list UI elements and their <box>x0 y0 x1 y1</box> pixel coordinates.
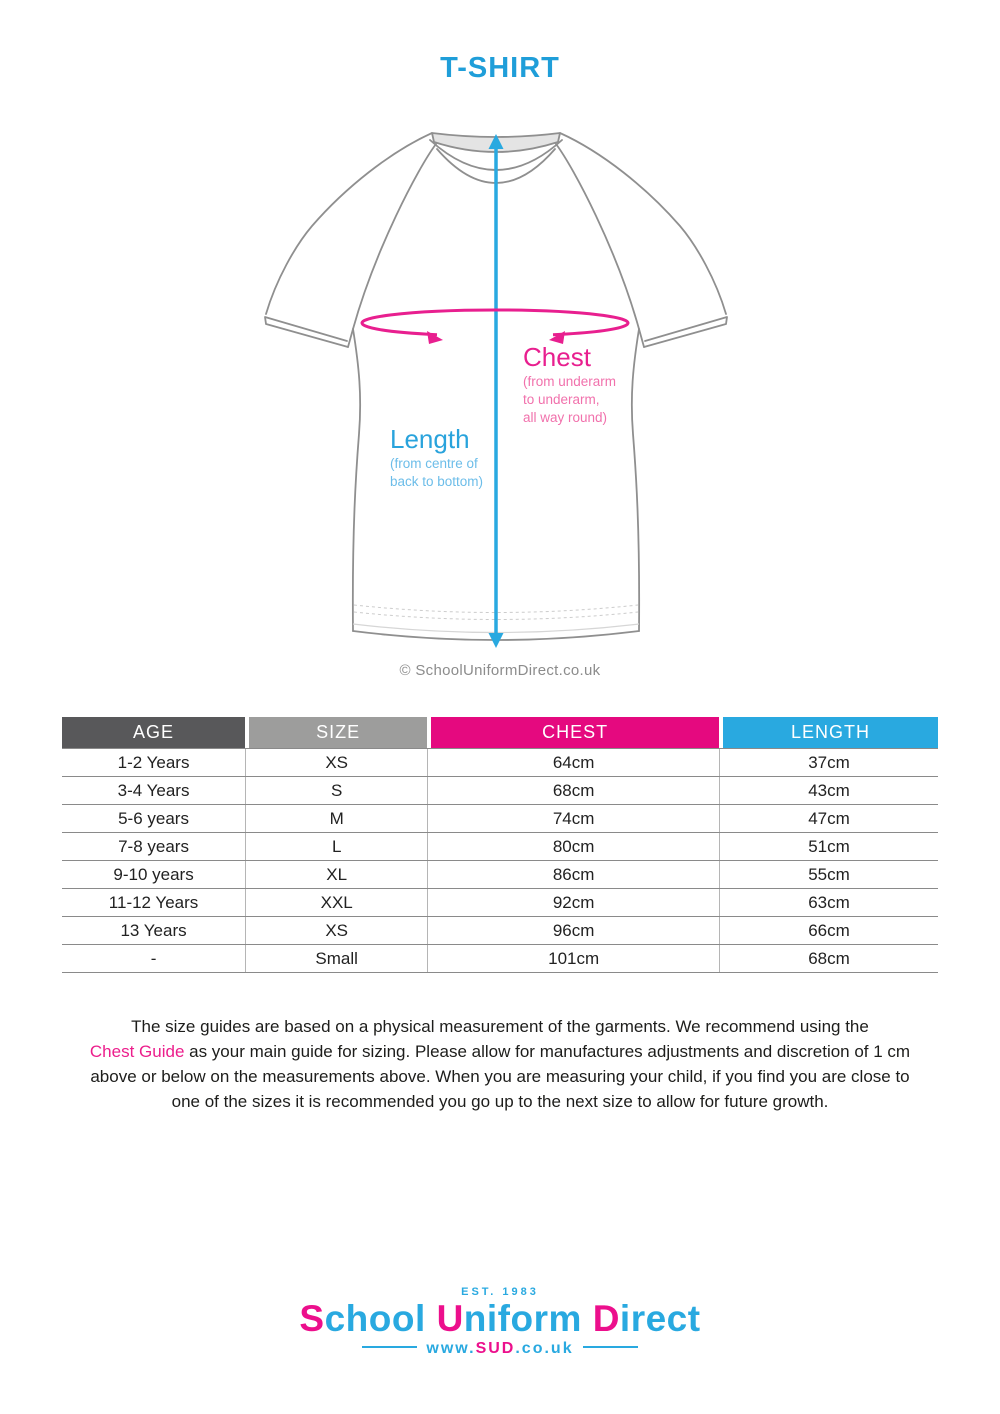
table-cell-length: 37cm <box>719 749 938 776</box>
right-cuff <box>644 317 727 347</box>
table-cell-age: 11-12 Years <box>108 892 199 912</box>
right-underarm-edge <box>639 329 644 347</box>
note-line-2-rest: as your main guide for sizing. Please allow for manufactures adjustments and discretion of 1 cm <box>184 1042 911 1061</box>
left-cuff <box>265 317 348 347</box>
left-raglan-seam <box>353 144 436 329</box>
note-line-1: The size guides are based on a physical measurement of the garments. We recommend using the <box>131 1017 869 1036</box>
table-cell-chest: 92cm <box>427 889 719 916</box>
table-cell-chest: 80cm <box>427 833 719 860</box>
chest-caption-line-2: to underarm, <box>523 392 600 407</box>
table-row <box>62 776 938 804</box>
table-cell-chest: 101cm <box>427 945 719 972</box>
table-cell-length: 47cm <box>719 805 938 832</box>
table-cell-age: 9-10 years <box>113 864 194 884</box>
table-cell-chest: 86cm <box>427 861 719 888</box>
left-dash <box>362 1346 417 1348</box>
table-cell-age: 3-4 Years <box>117 780 190 800</box>
tshirt-diagram <box>240 100 760 660</box>
chest-arrowhead-left <box>427 331 443 344</box>
table-cell-chest: 64cm <box>427 749 719 776</box>
length-label: Length <box>390 424 470 454</box>
body-left-edge <box>353 329 360 631</box>
brand-letter: S <box>299 1298 325 1339</box>
column-header-size: SIZE <box>245 717 427 748</box>
brand-word: irect <box>619 1298 701 1339</box>
table-cell-chest: 96cm <box>427 917 719 944</box>
right-dash <box>583 1346 638 1348</box>
brand-name <box>0 1300 1000 1339</box>
table-row <box>62 832 938 860</box>
table-cell-size: M <box>245 805 427 832</box>
length-arrow <box>489 134 504 648</box>
chest-caption-line-1: (from underarm <box>523 374 617 389</box>
left-sleeve-outer <box>266 133 432 314</box>
note-line-3: above or below on the measurements above. When you are measuring your child, if you find you are close to <box>90 1067 910 1086</box>
table-cell-age: - <box>150 948 157 968</box>
note-line-2 <box>0 1039 1000 1064</box>
tshirt-diagram-svg <box>240 100 760 660</box>
length-caption-line-2: back to bottom) <box>390 474 484 489</box>
length-caption-line-1: (from centre of <box>390 456 478 471</box>
table-cell-age: 5-6 years <box>118 808 189 828</box>
note-line-4: one of the sizes it is recommended you go up to the next size to allow for future growth. <box>171 1092 829 1111</box>
table-cell-chest: 74cm <box>427 805 719 832</box>
table-cell-length: 55cm <box>719 861 938 888</box>
website-couk: .co.uk <box>515 1339 574 1357</box>
table-cell-length: 68cm <box>719 945 938 972</box>
table-row <box>62 888 938 916</box>
table-cell-size: XXL <box>245 889 427 916</box>
brand-word: chool <box>324 1298 437 1339</box>
size-table-body <box>62 748 938 973</box>
brand-letter: D <box>592 1298 620 1339</box>
right-sleeve-outer <box>560 133 726 314</box>
footer-logo <box>0 1286 1000 1358</box>
website-www: www. <box>426 1339 476 1357</box>
table-row <box>62 748 938 776</box>
column-header-chest: CHEST <box>427 717 719 748</box>
table-row <box>62 944 938 973</box>
size-table <box>62 717 938 973</box>
copyright-text: © SchoolUniformDirect.co.uk <box>399 662 601 679</box>
body-right-edge <box>632 329 639 631</box>
website-line <box>0 1340 1000 1358</box>
table-cell-length: 63cm <box>719 889 938 916</box>
table-cell-age: 7-8 years <box>118 836 189 856</box>
table-cell-age: 1-2 Years <box>117 752 190 772</box>
chest-caption-line-3: all way round) <box>523 410 608 425</box>
column-header-age: AGE <box>62 717 245 748</box>
table-row <box>62 860 938 888</box>
brand-word: niform <box>463 1298 593 1339</box>
table-cell-length: 66cm <box>719 917 938 944</box>
brand-letter: U <box>436 1298 464 1339</box>
chest-label: Chest <box>523 342 591 372</box>
table-row <box>62 916 938 944</box>
table-cell-length: 43cm <box>719 777 938 804</box>
table-cell-size: L <box>245 833 427 860</box>
left-underarm-edge <box>348 329 353 347</box>
table-cell-chest: 68cm <box>427 777 719 804</box>
page-title: T-SHIRT <box>440 52 560 84</box>
table-row <box>62 804 938 832</box>
table-cell-size: S <box>245 777 427 804</box>
column-header-length: LENGTH <box>719 717 938 748</box>
website-sud: SUD <box>475 1339 516 1357</box>
chest-guide-highlight: Chest Guide <box>89 1042 185 1061</box>
right-raglan-seam <box>556 144 639 329</box>
table-cell-age: 13 Years <box>120 920 187 940</box>
table-cell-size: XS <box>245 749 427 776</box>
table-cell-size: XS <box>245 917 427 944</box>
size-table-header-row <box>62 717 938 748</box>
sizing-note <box>0 1014 1000 1114</box>
established-year-text: EST. 1983 <box>461 1286 539 1298</box>
table-cell-size: XL <box>245 861 427 888</box>
table-cell-length: 51cm <box>719 833 938 860</box>
table-cell-size: Small <box>245 945 427 972</box>
